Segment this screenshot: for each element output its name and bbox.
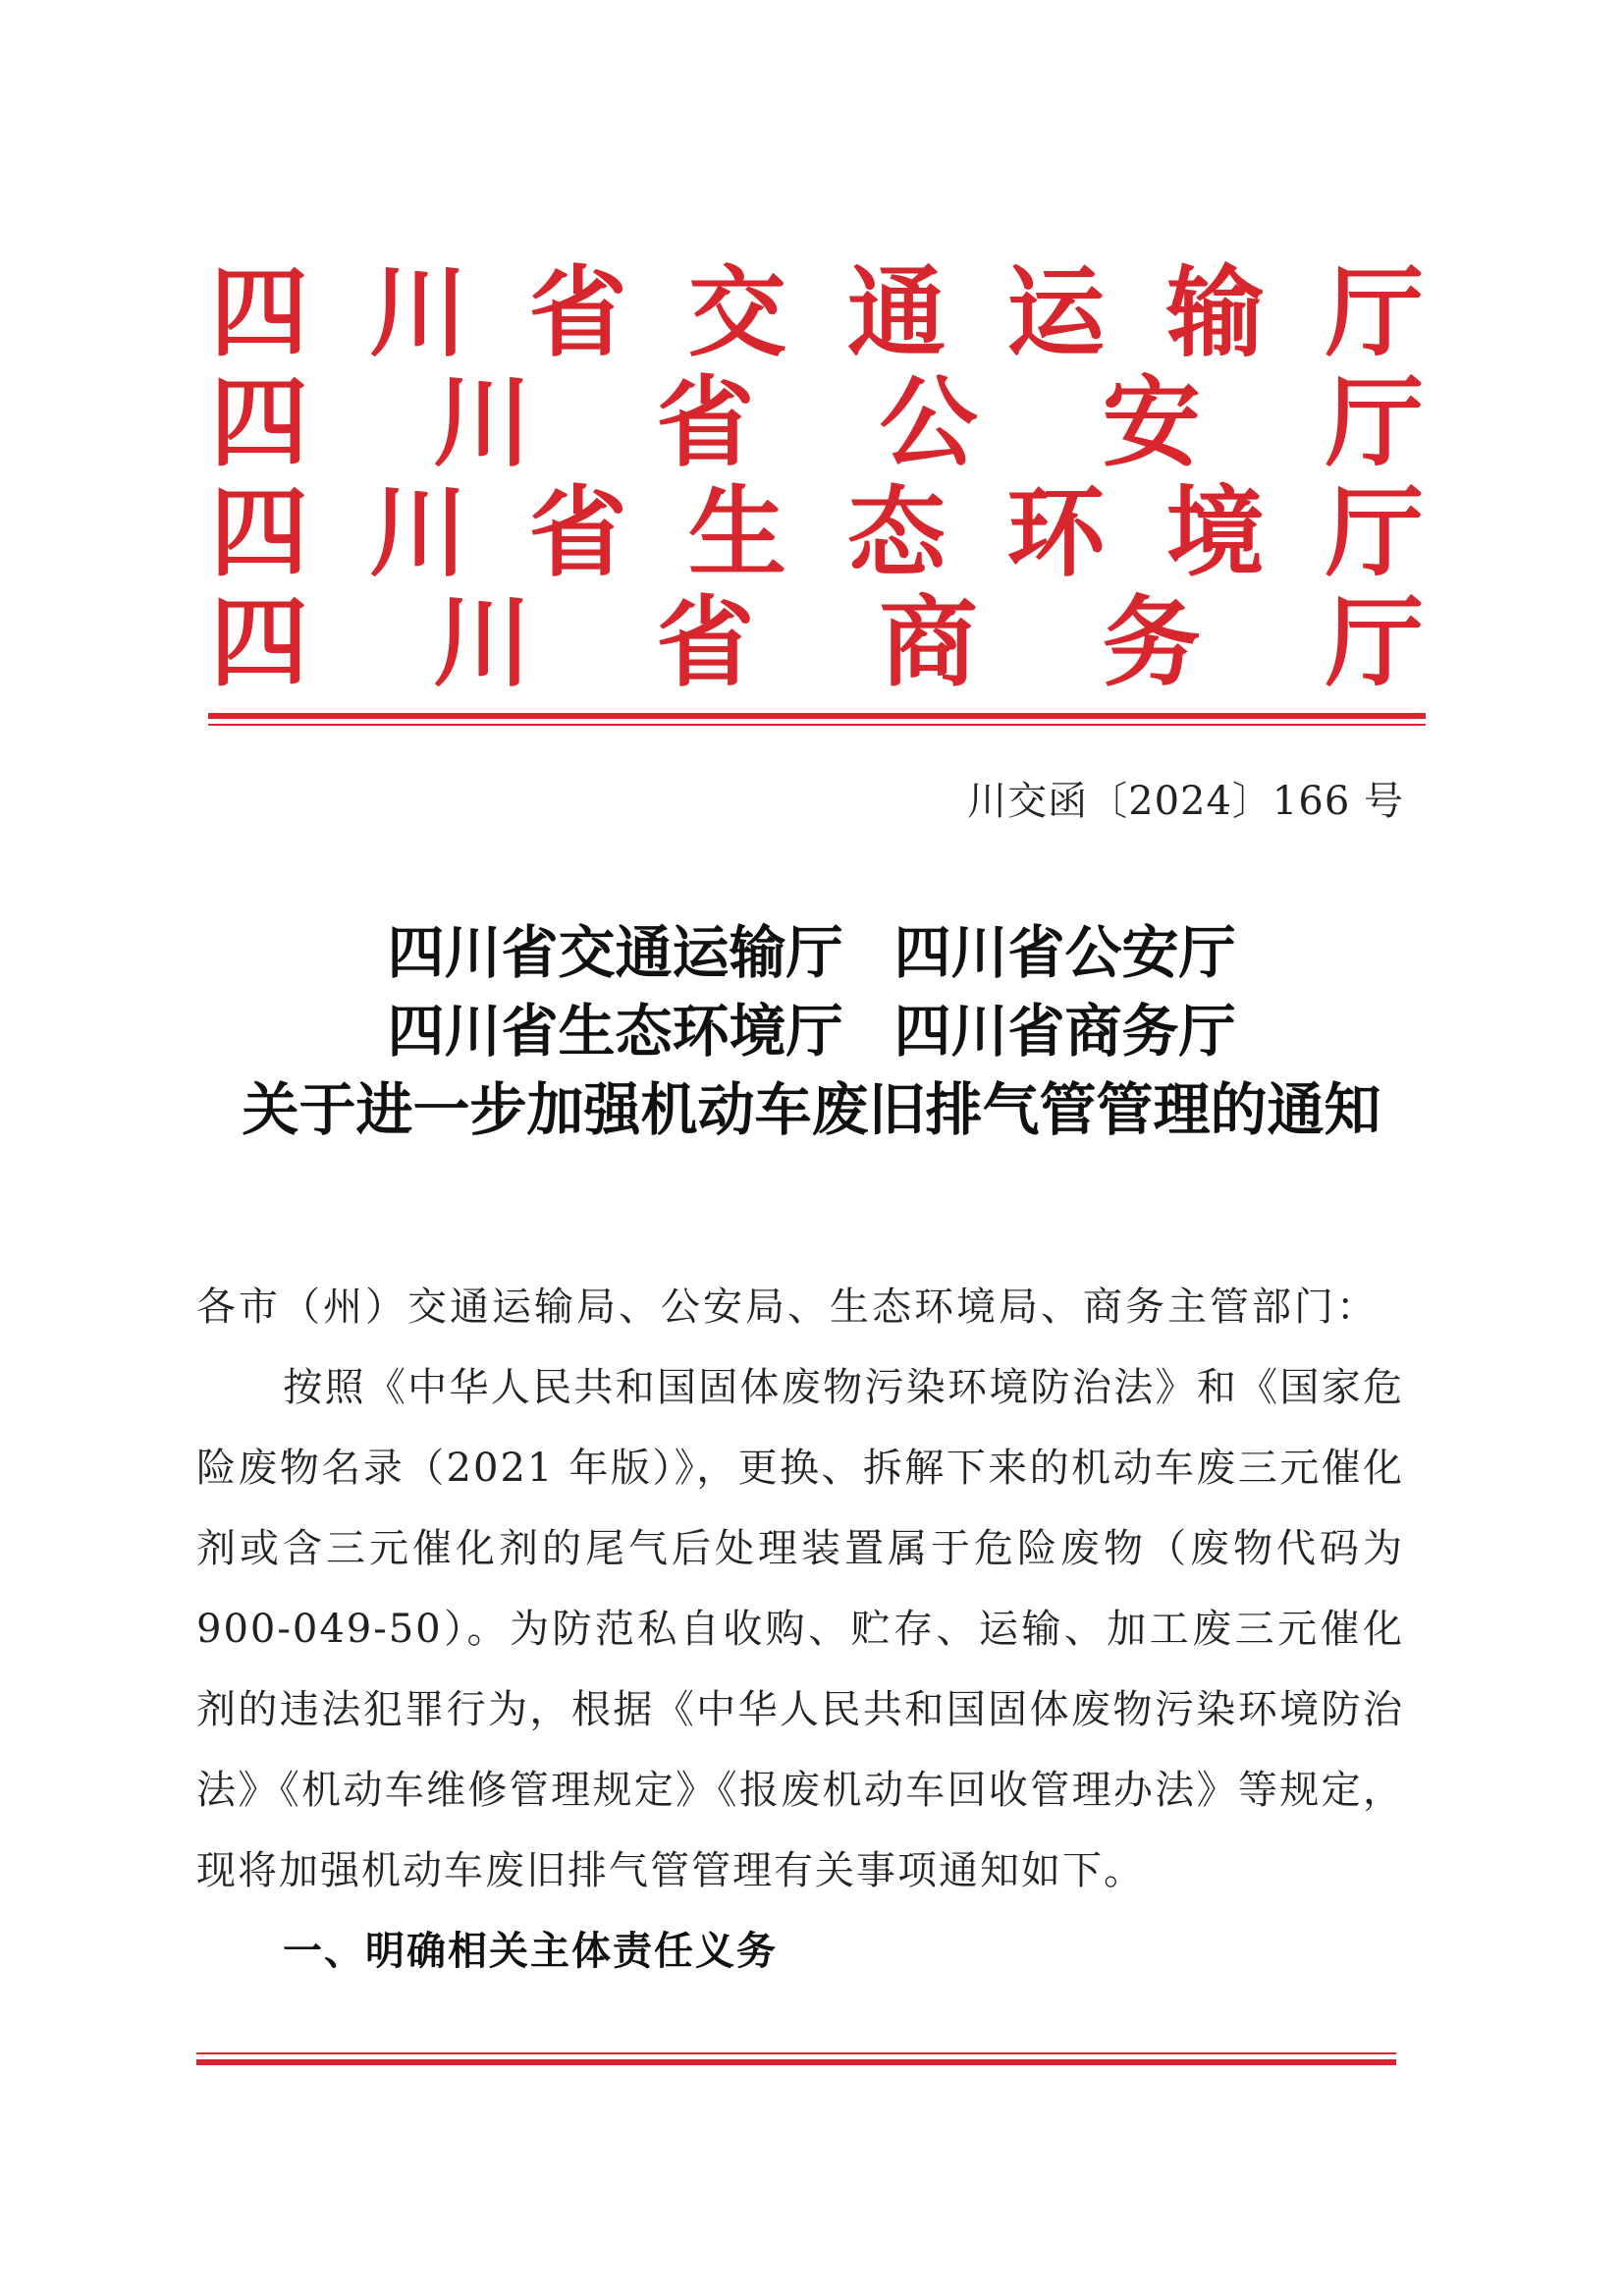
masthead-char: 省 [528,254,627,370]
document-body [196,1267,1404,1992]
masthead-char: 川 [433,584,532,700]
masthead-char: 环 [1006,474,1106,590]
masthead-line-commerce [208,584,1426,700]
red-masthead [208,254,1426,700]
masthead-char: 四 [210,584,308,700]
masthead-char: 境 [1165,474,1265,590]
masthead-line-ecology [208,474,1426,590]
red-rule-thick [196,2059,1396,2065]
masthead-char: 厅 [1325,254,1424,370]
masthead-line-public-security [208,364,1426,480]
title-issuer-commerce: 四川省商务厅 [893,998,1236,1065]
section-heading: 一、明确相关主体责任义务 [283,1929,778,1974]
red-separator-top [208,713,1426,726]
recipient-line: 各市（州）交通运输局、公安局、生态环境局、商务主管部门： [196,1285,1379,1330]
document-number: 川交函〔2024〕166 号 [967,779,1404,824]
masthead-char: 厅 [1325,474,1424,590]
title-issuer-ecology: 四川省生态环境厅 [387,998,843,1065]
masthead-char: 务 [1102,584,1201,700]
masthead-char: 输 [1165,254,1265,370]
masthead-char: 态 [847,474,947,590]
masthead-char: 厅 [1325,364,1424,480]
masthead-char: 川 [433,364,532,480]
masthead-char: 四 [210,364,308,480]
masthead-char: 交 [687,254,786,370]
document-title [147,913,1476,1149]
masthead-char: 运 [1006,254,1106,370]
masthead-char: 省 [528,474,627,590]
body-paragraph-text: 按照《中华人民共和国固体废物污染环境防治法》和《国家危险废物名录（2021 年版）》，更换、拆解下来的机动车废三元催化剂或含三元催化剂的尾气后处理装置属于危险废物（废物代码为 900-049-50）。为防范私自收购、贮存、运输、加工废三元催化剂的违法犯罪行为，根据《中华人民共和国固体废物污染环境防治法》《机动车维修管理规定》《报废机动车回收管理办法》等规定，现将加强机动车废旧排气管管理有关事项通知如下。 [196,1365,1404,1893]
masthead-char: 省 [656,584,755,700]
masthead-char: 生 [687,474,786,590]
masthead-char: 商 [879,584,978,700]
title-line-3: 关于进一步加强机动车废旧排气管管理的通知 [242,1076,1381,1143]
masthead-char: 安 [1102,364,1201,480]
title-issuer-transport: 四川省交通运输厅 [387,919,843,986]
masthead-char: 四 [210,474,308,590]
masthead-line-transport [208,254,1426,370]
masthead-char: 通 [847,254,947,370]
red-separator-bottom [196,2052,1396,2065]
masthead-char: 四 [210,254,308,370]
masthead-char: 公 [879,364,978,480]
body-paragraph [196,1347,1404,1911]
red-rule-thin [208,724,1426,726]
title-line-1 [147,913,1476,992]
title-issuer-public-security: 四川省公安厅 [893,919,1236,986]
masthead-char: 川 [369,254,468,370]
masthead-char: 省 [656,364,755,480]
masthead-char: 厅 [1325,584,1424,700]
title-line-2 [147,992,1476,1070]
masthead-char: 川 [369,474,468,590]
